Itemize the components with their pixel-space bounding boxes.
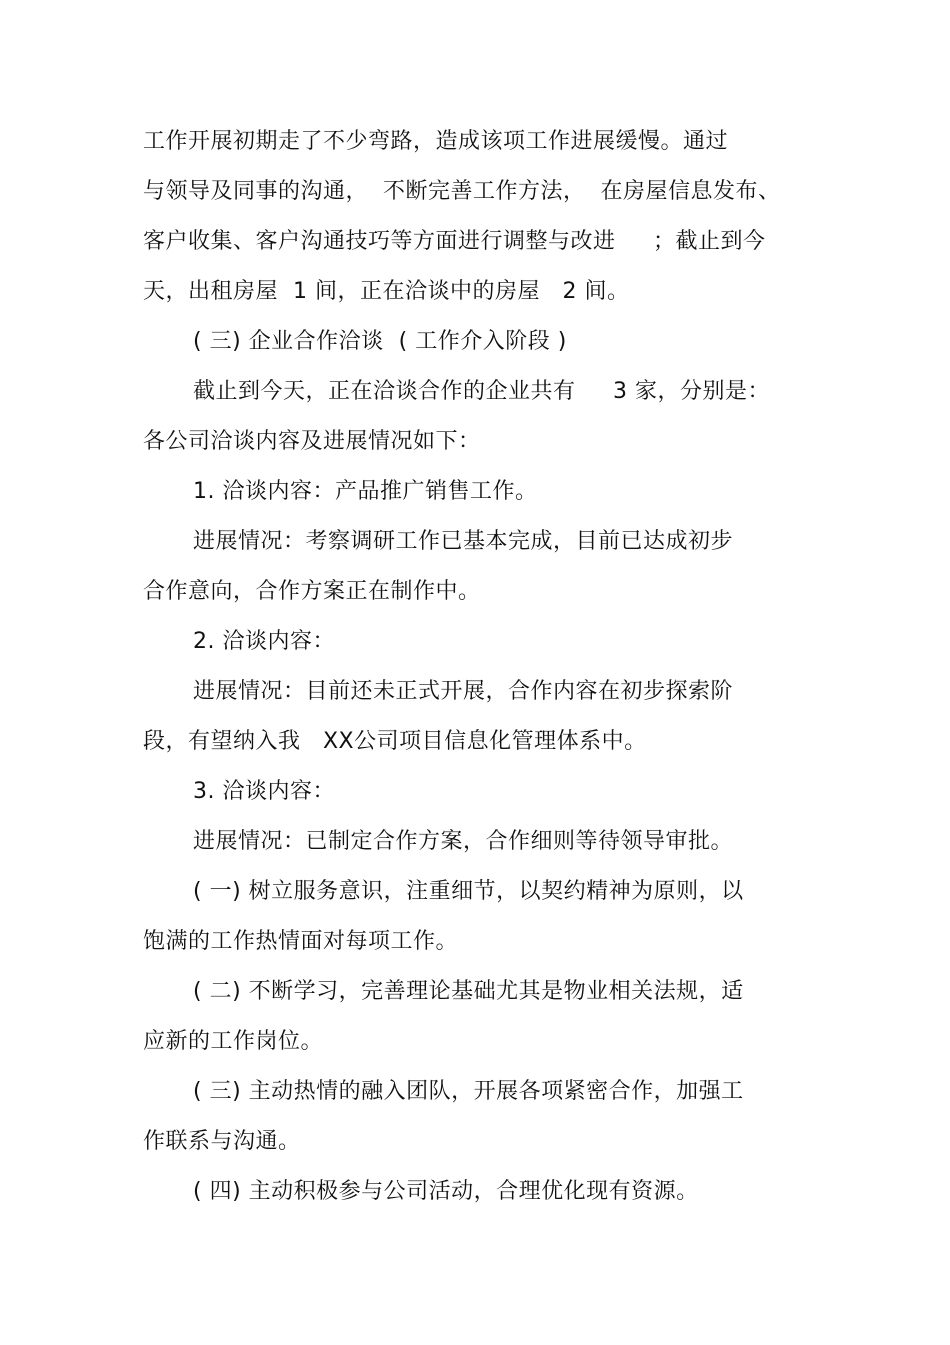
list-item: 1. 洽谈内容：产品推广销售工作。 [193, 479, 538, 504]
paragraph-line: 进展情况：已制定合作方案，合作细则等待领导审批。 [193, 829, 734, 854]
list-item: ( 三) 主动热情的融入团队，开展各项紧密合作，加强工 [193, 1079, 744, 1104]
list-item: 3. 洽谈内容： [193, 779, 335, 804]
paragraph-line: 工作开展初期走了不少弯路，造成该项工作进展缓慢。通过 [143, 129, 729, 154]
list-item: 2. 洽谈内容： [193, 629, 335, 654]
paragraph-line: 进展情况：目前还未正式开展，合作内容在初步探索阶 [193, 679, 734, 704]
section-heading: ( 三) 企业合作洽谈 ( 工作介入阶段 ) [193, 329, 567, 354]
paragraph-line: 应新的工作岗位。 [143, 1029, 324, 1054]
paragraph-line: 饱满的工作热情面对每项工作。 [143, 929, 459, 954]
paragraph-line: 段，有望纳入我 XX公司项目信息化管理体系中。 [143, 729, 647, 754]
paragraph-line: 客户收集、客户沟通技巧等方面进行调整与改进 ；截止到今 [143, 229, 766, 254]
paragraph-line: 各公司洽谈内容及进展情况如下： [143, 429, 481, 454]
list-item: ( 二) 不断学习，完善理论基础尤其是物业相关法规，适 [193, 979, 744, 1004]
paragraph-line: 与领导及同事的沟通， 不断完善工作方法， 在房屋信息发布、 [143, 179, 781, 204]
list-item: ( 四) 主动积极参与公司活动，合理优化现有资源。 [193, 1179, 699, 1204]
list-item: ( 一) 树立服务意识，注重细节，以契约精神为原则，以 [193, 879, 744, 904]
paragraph-line: 天，出租房屋 1 间，正在洽谈中的房屋 2 间。 [143, 279, 630, 304]
paragraph-line: 截止到今天，正在洽谈合作的企业共有 3 家，分别是： [193, 379, 770, 404]
paragraph-line: 合作意向，合作方案正在制作中。 [143, 579, 481, 604]
paragraph-line: 进展情况：考察调研工作已基本完成，目前已达成初步 [193, 529, 734, 554]
paragraph-line: 作联系与沟通。 [143, 1129, 301, 1154]
